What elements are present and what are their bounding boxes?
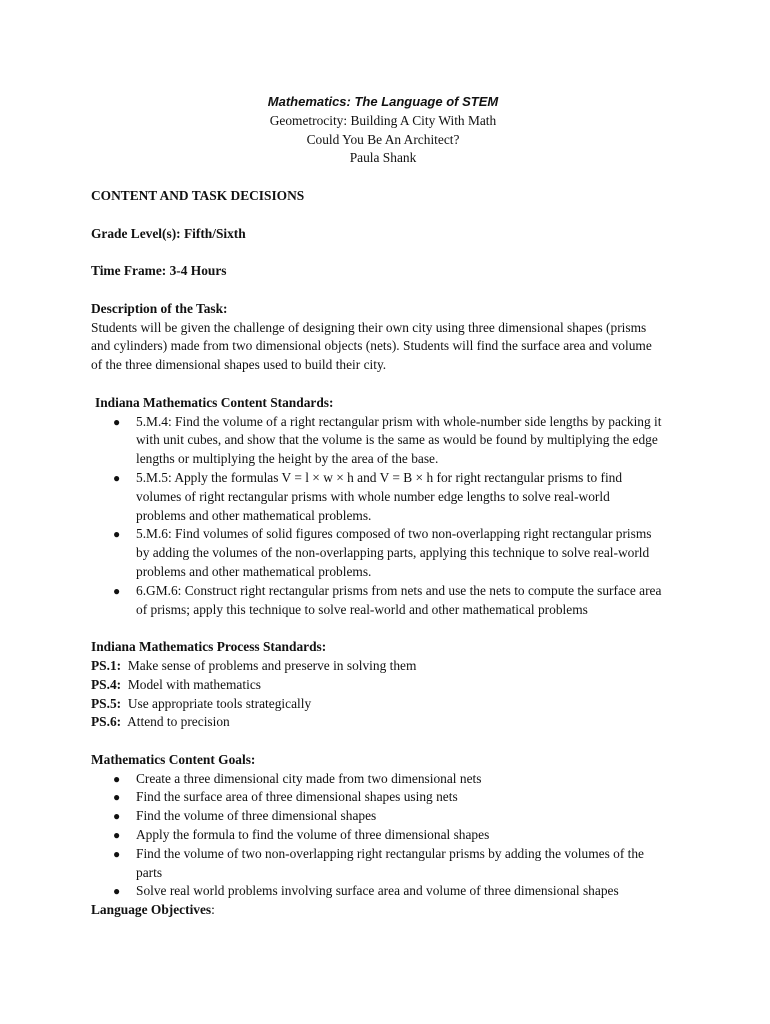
list-item-line: 6.GM.6: Construct right rectangular prisms from nets and use the nets to compute the surface area: [136, 582, 662, 598]
content-goals-list: [91, 770, 683, 902]
document-title: Mathematics: The Language of STEM: [267, 94, 499, 109]
bullet-icon: ●: [113, 790, 121, 805]
list-item-line: 5.M.5: Apply the formulas V = l × w × h and V = B × h for right rectangular prisms to find: [136, 469, 623, 485]
process-standard-code: PS.4:: [91, 676, 122, 692]
process-standard-text: Attend to precision: [121, 714, 230, 730]
section-heading: CONTENT AND TASK DECISIONS: [91, 187, 305, 203]
process-standards-heading: Indiana Mathematics Process Standards:: [91, 639, 327, 655]
list-item-line: Find the surface area of three dimensional shapes using nets: [136, 789, 458, 805]
list-item: [91, 770, 683, 789]
description-line: Students will be given the challenge of designing their own city using three dimensional shapes (prisms: [91, 319, 647, 335]
bullet-icon: ●: [113, 846, 121, 861]
spacer: [91, 732, 683, 751]
process-standard-text: Make sense of problems and preserve in solving them: [121, 657, 417, 673]
document-question: Could You Be An Architect?: [306, 131, 460, 147]
list-item-line: Find the volume of two non-overlapping right rectangular prisms by adding the volumes of the: [136, 845, 645, 861]
list-item-line: Apply the formula to find the volume of three dimensional shapes: [136, 827, 490, 843]
list-item-line: Solve real world problems involving surface area and volume of three dimensional shapes: [136, 883, 619, 899]
list-item-line: problems and other mathematical problems.: [136, 563, 372, 579]
spacer: [91, 243, 683, 262]
description-heading: Description of the Task:: [91, 300, 228, 316]
list-item: [91, 807, 683, 826]
list-item-line: parts: [136, 864, 163, 880]
spacer: [91, 619, 683, 638]
content-standards-list: [91, 413, 683, 620]
bullet-icon: ●: [113, 771, 121, 786]
list-item-line: 5.M.4: Find the volume of a right rectangular prism with whole-number side lengths by packing it: [136, 413, 662, 429]
process-standard-row: [91, 657, 683, 676]
list-item-line: problems and other mathematical problems.: [136, 507, 372, 523]
list-item: [91, 413, 683, 469]
document-header: [83, 93, 683, 168]
process-standard-code: PS.1:: [91, 657, 122, 673]
spacer: [91, 281, 683, 300]
bullet-icon: ●: [113, 527, 121, 542]
process-standard-row: [91, 676, 683, 695]
language-objectives-label: Language Objectives: [91, 902, 212, 918]
list-item-line: with unit cubes, and show that the volume is the same as would be found by multiplying the edge: [136, 432, 658, 448]
list-item-line: lengths or multiplying the height by the area of the base.: [136, 451, 439, 467]
language-objectives-colon: :: [211, 902, 215, 918]
list-item-line: volumes of right rectangular prisms with whole number edge lengths to solve real-world: [136, 488, 610, 504]
list-item-line: of prisms; apply this technique to solve real-world and other mathematical problems: [136, 601, 588, 617]
process-standard-text: Use appropriate tools strategically: [121, 695, 312, 711]
spacer: [91, 168, 683, 187]
list-item-line: Find the volume of three dimensional shapes: [136, 808, 377, 824]
document-author: Paula Shank: [349, 150, 417, 166]
list-item: [91, 582, 683, 620]
list-item-line: by adding the volumes of the non-overlapping parts, applying this technique to solve real-world: [136, 545, 650, 561]
content-standards-heading: Indiana Mathematics Content Standards:: [95, 394, 334, 410]
language-objectives-heading: [91, 901, 683, 920]
process-standard-text: Model with mathematics: [121, 676, 261, 692]
list-item-line: 5.M.6: Find volumes of solid figures composed of two non-overlapping right rectangular prisms: [136, 526, 652, 542]
document-subtitle: Geometrocity: Building A City With Math: [269, 112, 497, 128]
list-item: [91, 788, 683, 807]
document-page: [91, 93, 683, 920]
description-line: and cylinders) made from two dimensional objects (nets). Students will find the surface area and volume: [91, 338, 652, 354]
spacer: [91, 375, 683, 394]
list-item-line: Create a three dimensional city made from two dimensional nets: [136, 770, 482, 786]
grade-level: Grade Level(s): Fifth/Sixth: [91, 225, 246, 241]
list-item: [91, 882, 683, 901]
list-item: [91, 525, 683, 581]
process-standard-row: [91, 695, 683, 714]
list-item: [91, 469, 683, 525]
description-line: of the three dimensional shapes used to build their city.: [91, 357, 387, 373]
bullet-icon: ●: [113, 809, 121, 824]
list-item: [91, 845, 683, 883]
process-standard-code: PS.6:: [91, 714, 122, 730]
list-item: [91, 826, 683, 845]
process-standard-code: PS.5:: [91, 695, 122, 711]
spacer: [91, 206, 683, 225]
content-goals-heading: Mathematics Content Goals:: [91, 751, 256, 767]
bullet-icon: ●: [113, 414, 121, 429]
bullet-icon: ●: [113, 470, 121, 485]
bullet-icon: ●: [113, 583, 121, 598]
time-frame: Time Frame: 3-4 Hours: [91, 263, 227, 279]
bullet-icon: ●: [113, 828, 121, 843]
description-text: [91, 319, 683, 375]
process-standard-row: [91, 713, 683, 732]
bullet-icon: ●: [113, 884, 121, 899]
